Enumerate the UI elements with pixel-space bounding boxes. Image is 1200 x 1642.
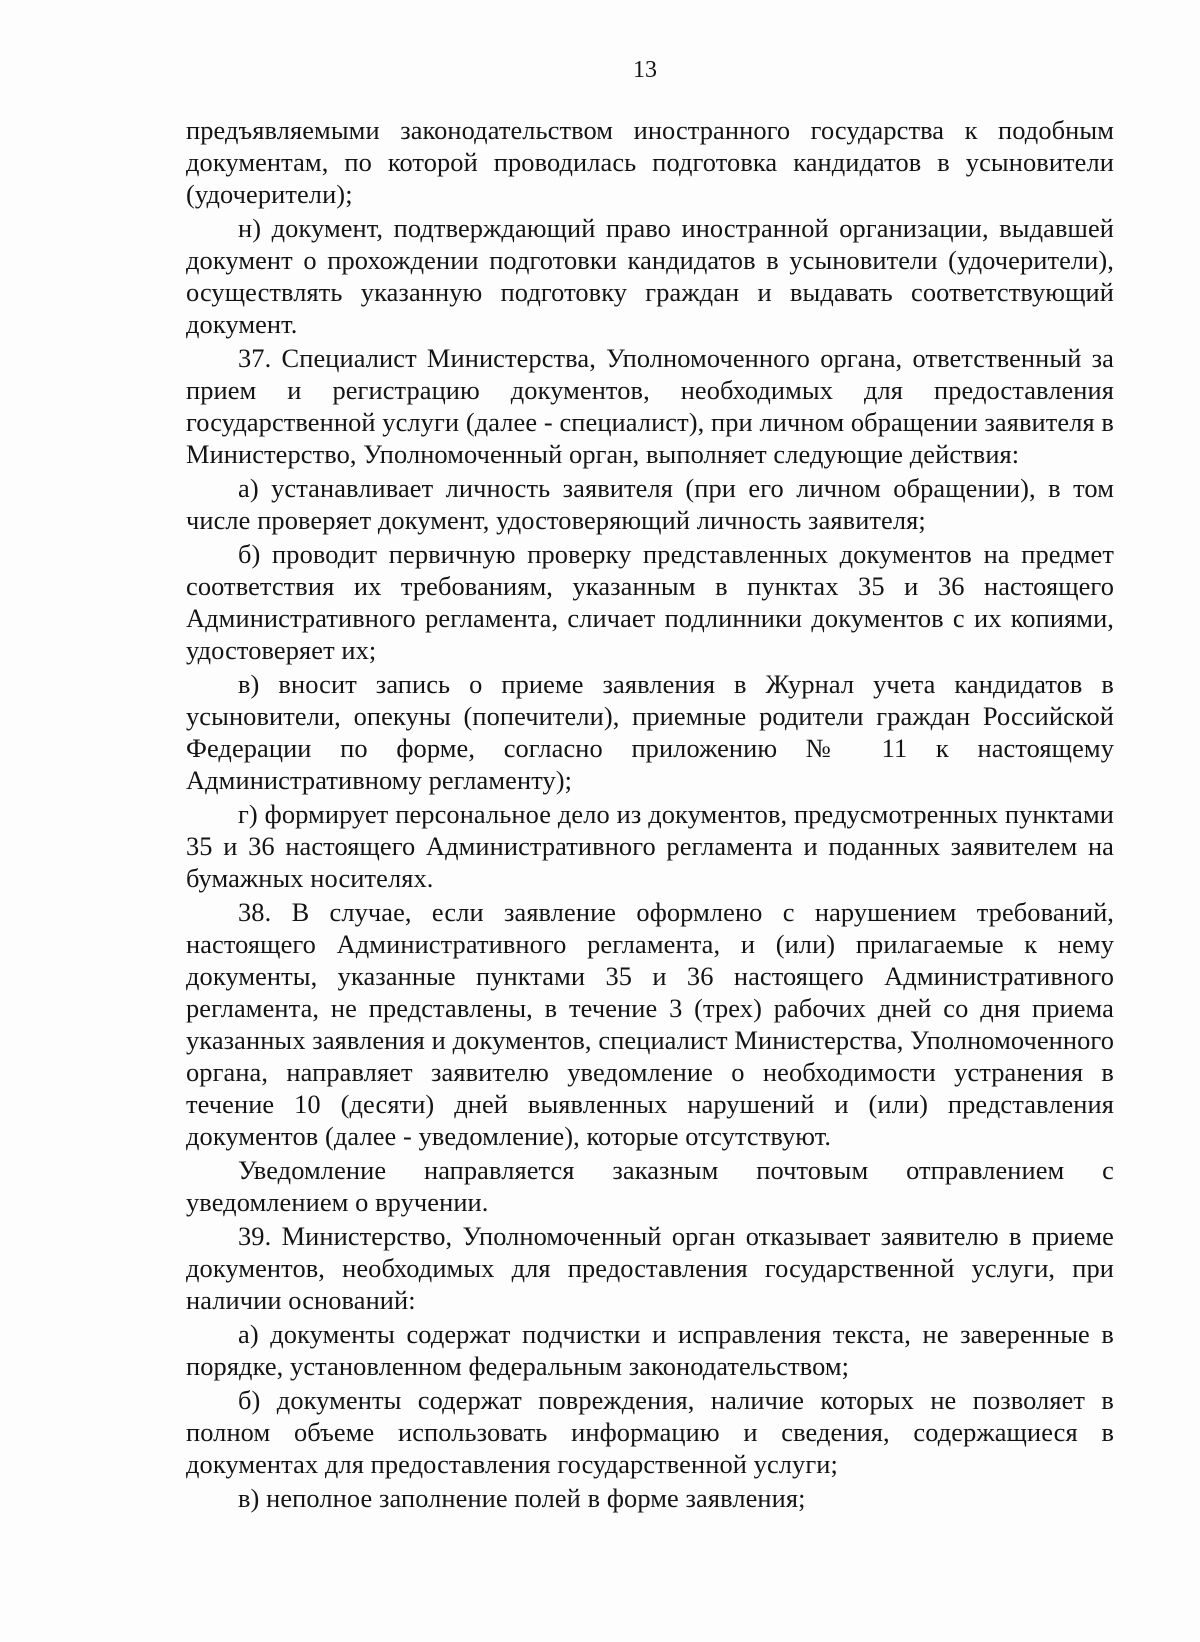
paragraph-item-n: н) документ, подтверждающий право иностранной организации, выдавшей документ о прохождении подготовки кандидатов в усыновители (удочерители), осуществлять указанную подготовку граждан и выдавать соответствующий документ. — [186, 213, 1114, 339]
paragraph-37-a: а) устанавливает личность заявителя (при его личном обращении), в том числе проверяет документ, удостоверяющий личность заявителя; — [186, 473, 1114, 535]
paragraph-39-v: в) неполное заполнение полей в форме заявления; — [238, 1483, 806, 1513]
paragraph-38: 38. В случае, если заявление оформлено с нарушением требований, настоящего Административного регламента, и (или) прилагаемые к нему документы, указанные пунктами 35 и 36 настоящего Административного регламента, не представлены, в течение 3 (трех) рабочих дней со дня приема указанных заявления и документов, специалист Министерства, Уполномоченного органа, направляет заявителю уведомление о необходимости устранения в течение 10 (десяти) дней выявленных нарушений и (или) представления документов (далее - уведомление), которые отсутствуют. — [186, 897, 1114, 1151]
page-number: 13 — [633, 57, 657, 83]
paragraph-37: 37. Специалист Министерства, Уполномоченного органа, ответственный за прием и регистрацию документов, необходимых для предоставления государственной услуги (далее - специалист), при личном обращении заявителя в Министерство, Уполномоченный орган, выполняет следующие действия: — [186, 343, 1114, 469]
paragraph-37-v: в) вносит запись о приеме заявления в Журнал учета кандидатов в усыновители, опекуны (попечители), приемные родители граждан Российской Федерации по форме, согласно приложению № 11 к настоящему Административному регламенту); — [186, 669, 1114, 795]
paragraph-37-b: б) проводит первичную проверку представленных документов на предмет соответствия их требованиям, указанным в пунктах 35 и 36 настоящего Административного регламента, сличает подлинники документов с их копиями, удостоверяет их; — [186, 539, 1114, 665]
paragraph-39-b: б) документы содержат повреждения, наличие которых не позволяет в полном объеме использовать информацию и сведения, содержащиеся в документах для предоставления государственной услуги; — [186, 1385, 1114, 1479]
paragraph-39-a: а) документы содержат подчистки и исправления текста, не заверенные в порядке, установленном федеральным законодательством; — [186, 1319, 1114, 1381]
paragraph-38-notice: Уведомление направляется заказным почтовым отправлением с уведомлением о вручении. — [186, 1155, 1114, 1217]
paragraph-39: 39. Министерство, Уполномоченный орган отказывает заявителю в приеме документов, необходимых для предоставления государственной услуги, при наличии оснований: — [186, 1221, 1114, 1315]
paragraph-continuation: предъявляемыми законодательством иностранного государства к подобным документам, по которой проводилась подготовка кандидатов в усыновители (удочерители); — [186, 115, 1114, 209]
paragraph-37-g: г) формирует персональное дело из документов, предусмотренных пунктами 35 и 36 настоящего Административного регламента и поданных заявителем на бумажных носителях. — [186, 799, 1114, 893]
document-body — [186, 114, 1114, 1514]
